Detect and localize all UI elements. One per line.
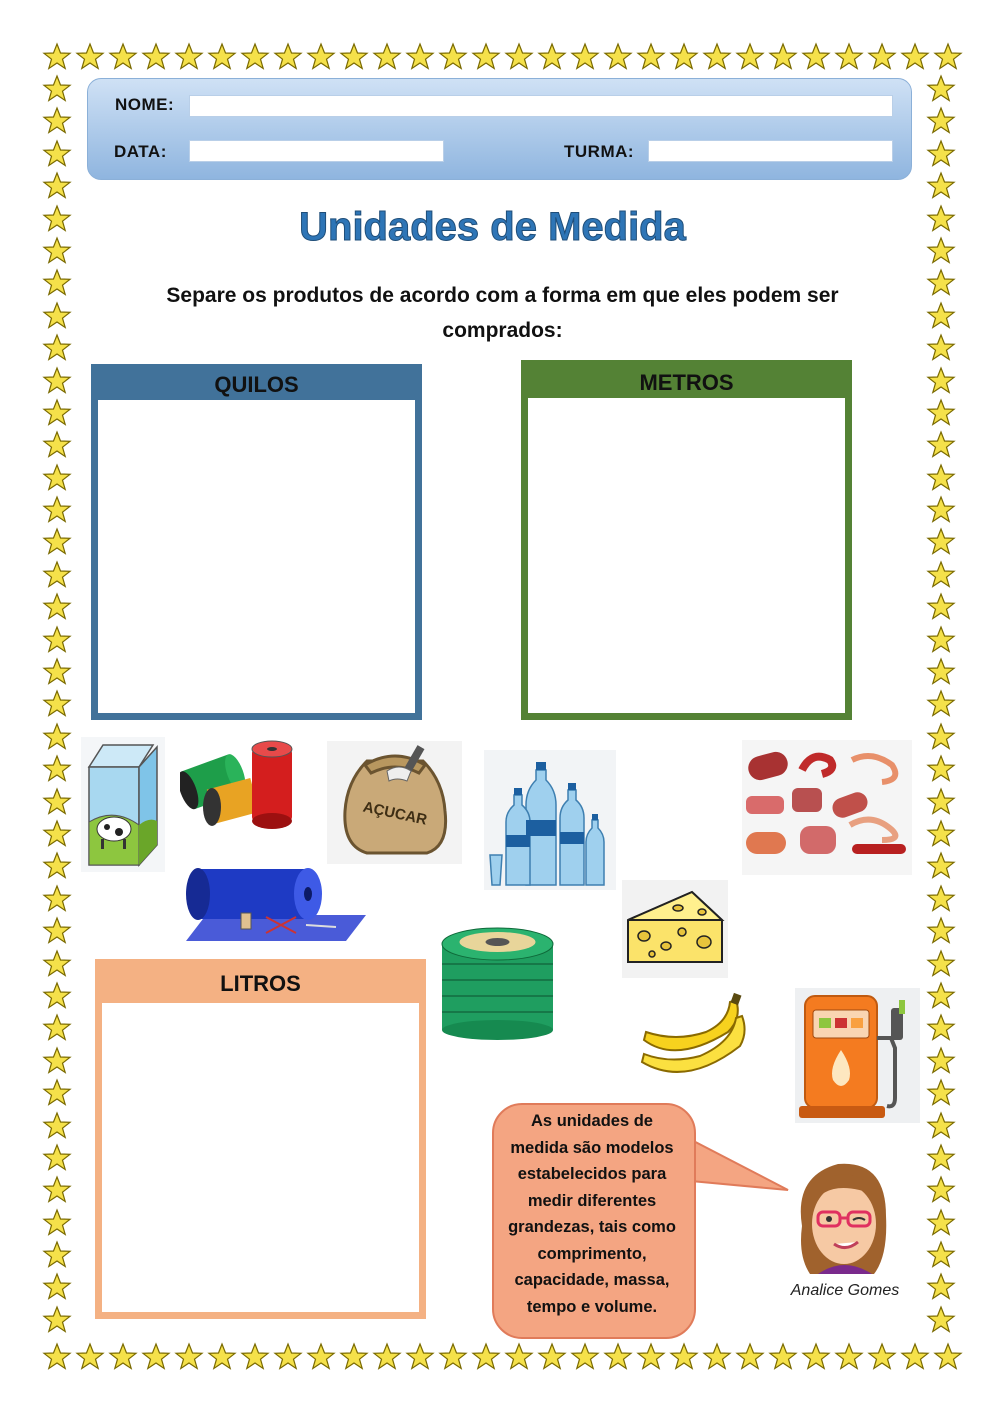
star-icon	[926, 495, 956, 525]
star-icon	[339, 42, 369, 72]
product-sausages[interactable]	[742, 740, 912, 875]
star-icon	[207, 1342, 237, 1372]
star-icon	[42, 1342, 72, 1372]
thread-spools-icon	[180, 739, 304, 834]
student-info-panel	[87, 78, 912, 180]
star-icon	[926, 106, 956, 136]
star-icon	[42, 1046, 72, 1076]
star-icon	[42, 139, 72, 169]
star-icon	[926, 268, 956, 298]
kilos-label: QUILOS	[214, 372, 299, 397]
star-icon	[603, 1342, 633, 1372]
star-icon	[438, 1342, 468, 1372]
star-icon	[42, 916, 72, 946]
star-icon	[926, 398, 956, 428]
star-icon	[42, 1208, 72, 1238]
star-icon	[42, 1175, 72, 1205]
star-icon	[273, 1342, 303, 1372]
star-icon	[926, 1143, 956, 1173]
meters-box-frame	[521, 398, 852, 720]
star-icon	[926, 754, 956, 784]
star-icon	[801, 42, 831, 72]
star-border-bottom	[42, 1342, 966, 1372]
sausages-icon	[742, 740, 912, 875]
product-water-bottles[interactable]	[484, 750, 616, 890]
signature: Analice Gomes	[790, 1282, 900, 1299]
product-sugar-sack[interactable]	[327, 741, 462, 864]
star-icon	[42, 851, 72, 881]
name-field[interactable]	[189, 95, 893, 117]
star-icon	[926, 1046, 956, 1076]
star-icon	[75, 42, 105, 72]
star-icon	[768, 42, 798, 72]
star-icon	[926, 74, 956, 104]
star-icon	[273, 42, 303, 72]
star-icon	[768, 1342, 798, 1372]
date-label: DATA:	[114, 142, 167, 161]
star-icon	[926, 884, 956, 914]
star-icon	[471, 1342, 501, 1372]
star-icon	[926, 916, 956, 946]
liters-box-frame	[95, 1003, 426, 1319]
star-border-left	[42, 74, 72, 1337]
star-icon	[702, 1342, 732, 1372]
star-icon	[240, 1342, 270, 1372]
fuel-pump-icon	[795, 988, 920, 1123]
water-bottles-icon	[484, 750, 616, 890]
star-icon	[926, 333, 956, 363]
star-icon	[537, 42, 567, 72]
star-icon	[42, 366, 72, 396]
fabric-roll-icon	[186, 855, 370, 941]
star-icon	[141, 42, 171, 72]
star-icon	[926, 722, 956, 752]
star-icon	[42, 1078, 72, 1108]
liters-drop-zone[interactable]	[95, 959, 426, 1319]
star-border-top	[42, 42, 966, 72]
star-icon	[926, 1272, 956, 1302]
cheese-icon	[622, 880, 728, 978]
star-icon	[42, 1240, 72, 1270]
star-icon	[926, 139, 956, 169]
product-fuel-pump[interactable]	[795, 988, 920, 1123]
sugar-sack-label: AÇUCAR	[361, 798, 429, 829]
product-milk-carton[interactable]	[81, 737, 165, 872]
star-icon	[42, 527, 72, 557]
star-icon	[42, 1143, 72, 1173]
star-icon	[42, 625, 72, 655]
avatar	[788, 1156, 896, 1280]
star-icon	[926, 657, 956, 687]
star-icon	[570, 1342, 600, 1372]
product-fabric-roll[interactable]	[186, 855, 370, 941]
product-thread-spools[interactable]	[180, 739, 304, 834]
star-icon	[42, 171, 72, 201]
kilos-drop-zone[interactable]	[91, 364, 422, 721]
star-icon	[42, 106, 72, 136]
star-icon	[42, 1013, 72, 1043]
star-icon	[926, 1013, 956, 1043]
product-bananas[interactable]	[636, 992, 750, 1086]
star-icon	[926, 1111, 956, 1141]
star-icon	[735, 1342, 765, 1372]
star-icon	[42, 463, 72, 493]
star-icon	[867, 1342, 897, 1372]
star-icon	[636, 1342, 666, 1372]
star-icon	[75, 1342, 105, 1372]
class-field[interactable]	[648, 140, 893, 162]
star-icon	[42, 981, 72, 1011]
star-icon	[926, 1208, 956, 1238]
star-icon	[42, 722, 72, 752]
star-icon	[926, 171, 956, 201]
star-icon	[867, 42, 897, 72]
star-icon	[306, 42, 336, 72]
star-icon	[537, 1342, 567, 1372]
star-border-right	[926, 74, 956, 1337]
teacher-avatar-icon	[788, 1156, 896, 1280]
star-icon	[834, 1342, 864, 1372]
star-icon	[933, 1342, 963, 1372]
star-icon	[42, 689, 72, 719]
star-icon	[405, 1342, 435, 1372]
star-icon	[933, 42, 963, 72]
star-icon	[405, 42, 435, 72]
star-icon	[926, 819, 956, 849]
star-icon	[42, 560, 72, 590]
sugar-sack-icon	[327, 741, 462, 864]
star-icon	[735, 42, 765, 72]
star-icon	[42, 74, 72, 104]
star-icon	[471, 42, 501, 72]
star-icon	[926, 1240, 956, 1270]
speech-bubble-tail	[680, 1130, 790, 1200]
star-icon	[926, 430, 956, 460]
star-icon	[207, 42, 237, 72]
star-icon	[926, 366, 956, 396]
star-icon	[42, 592, 72, 622]
star-icon	[926, 301, 956, 331]
star-icon	[926, 527, 956, 557]
star-icon	[926, 851, 956, 881]
star-icon	[504, 42, 534, 72]
instruction-text: Separe os produtos de acordo com a forma em que eles podem ser comprados:	[166, 284, 839, 342]
star-icon	[42, 495, 72, 525]
class-label: TURMA:	[564, 142, 635, 161]
star-icon	[926, 1305, 956, 1335]
kilos-box-frame	[91, 400, 422, 720]
star-icon	[108, 42, 138, 72]
star-icon	[174, 1342, 204, 1372]
bananas-icon	[636, 992, 750, 1086]
star-icon	[926, 625, 956, 655]
star-icon	[42, 430, 72, 460]
star-icon	[926, 787, 956, 817]
meters-label: METROS	[639, 370, 734, 395]
star-icon	[900, 1342, 930, 1372]
star-icon	[926, 981, 956, 1011]
star-icon	[108, 1342, 138, 1372]
star-icon	[900, 42, 930, 72]
star-icon	[603, 42, 633, 72]
star-icon	[636, 42, 666, 72]
product-cheese[interactable]	[622, 880, 728, 978]
speech-bubble-text: As unidades de medida são modelos estabelecidos para medir diferentes grandezas, tais como comprimento, capacidade, massa, tempo e volume.	[508, 1112, 676, 1316]
star-icon	[42, 398, 72, 428]
star-icon	[42, 884, 72, 914]
star-icon	[42, 1305, 72, 1335]
star-icon	[42, 949, 72, 979]
star-icon	[669, 42, 699, 72]
milk-carton-icon	[81, 737, 165, 872]
star-icon	[42, 819, 72, 849]
name-label: NOME:	[115, 95, 175, 114]
star-icon	[174, 42, 204, 72]
star-icon	[141, 1342, 171, 1372]
star-icon	[926, 560, 956, 590]
star-icon	[42, 754, 72, 784]
star-icon	[42, 657, 72, 687]
star-icon	[42, 42, 72, 72]
liters-label: LITROS	[220, 971, 301, 996]
product-green-rope[interactable]	[440, 924, 555, 1040]
star-icon	[240, 42, 270, 72]
star-icon	[926, 463, 956, 493]
star-icon	[42, 268, 72, 298]
star-icon	[926, 1175, 956, 1205]
star-icon	[306, 1342, 336, 1372]
star-icon	[372, 1342, 402, 1372]
date-field[interactable]	[189, 140, 444, 162]
star-icon	[926, 689, 956, 719]
star-icon	[372, 42, 402, 72]
star-icon	[42, 333, 72, 363]
star-icon	[801, 1342, 831, 1372]
star-icon	[42, 1111, 72, 1141]
star-icon	[926, 1078, 956, 1108]
star-icon	[42, 787, 72, 817]
star-icon	[570, 42, 600, 72]
page-title: Unidades de Medida	[299, 205, 686, 249]
star-icon	[42, 1272, 72, 1302]
star-icon	[339, 1342, 369, 1372]
meters-drop-zone[interactable]	[521, 360, 852, 720]
star-icon	[834, 42, 864, 72]
star-icon	[926, 949, 956, 979]
star-icon	[702, 42, 732, 72]
star-icon	[504, 1342, 534, 1372]
star-icon	[926, 592, 956, 622]
green-rope-icon	[440, 924, 555, 1040]
star-icon	[42, 301, 72, 331]
star-icon	[669, 1342, 699, 1372]
star-icon	[438, 42, 468, 72]
